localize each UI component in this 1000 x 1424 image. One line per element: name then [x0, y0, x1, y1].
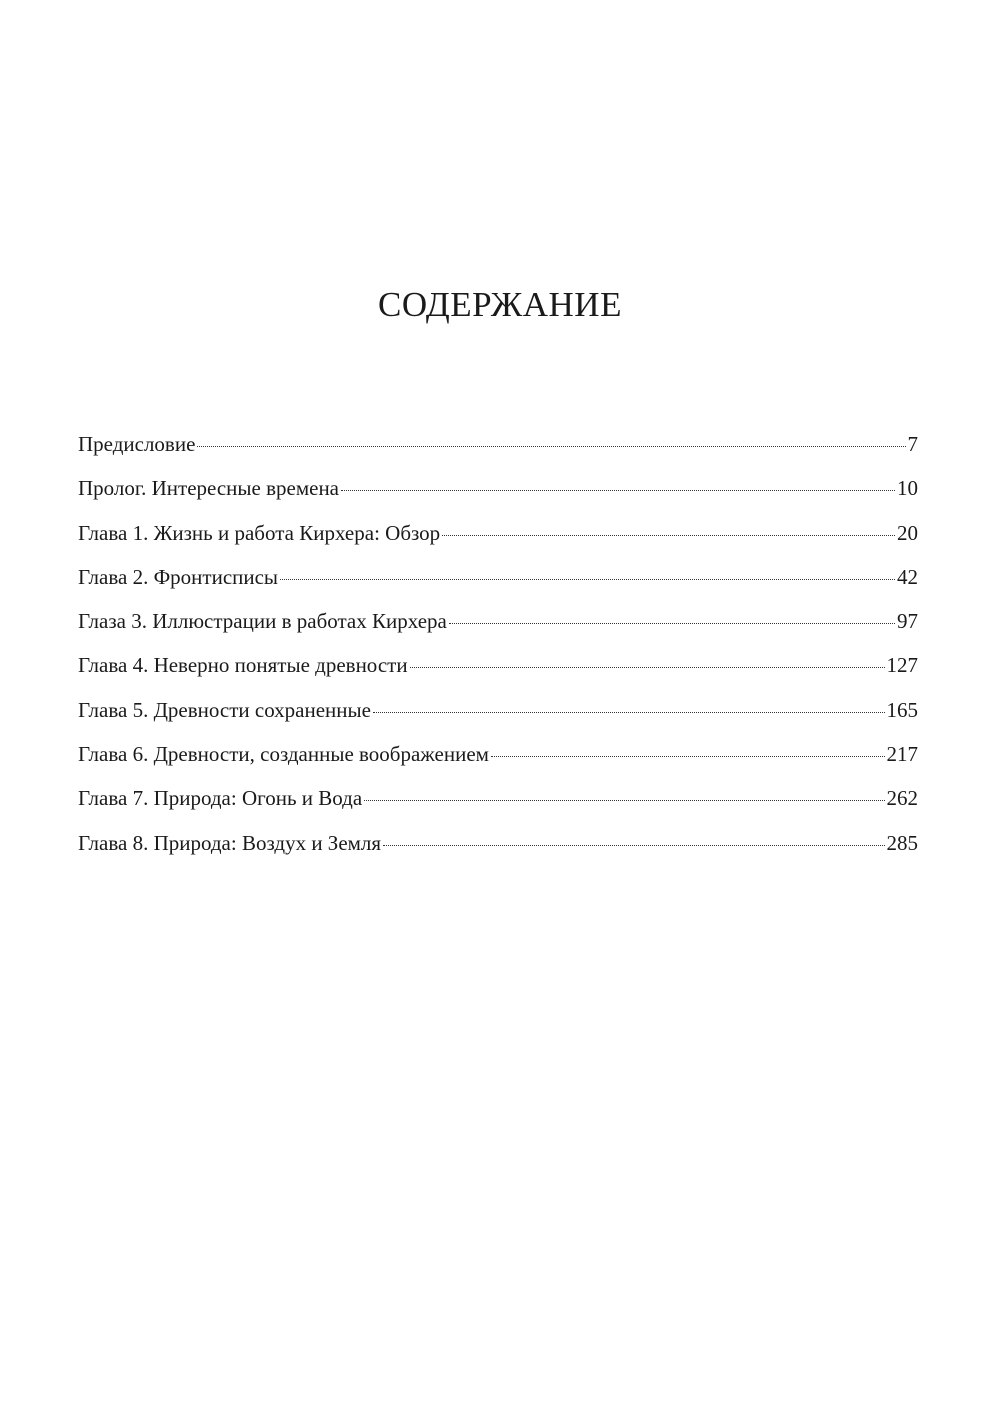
toc-entry[interactable]	[78, 466, 918, 510]
toc-entry-title: Глава 1. Жизнь и работа Кирхера: Обзор	[78, 520, 441, 545]
toc-entry[interactable]	[78, 599, 918, 643]
toc-entry-page: 285	[886, 830, 918, 855]
dot-leader	[364, 800, 884, 801]
toc-entry[interactable]	[78, 776, 918, 820]
toc-entry-page: 165	[886, 697, 918, 722]
toc-entry-title: Глава 6. Древности, созданные воображением	[78, 742, 489, 767]
toc-entry-page: 97	[897, 609, 918, 634]
toc-entry-title: Пролог. Интересные времена	[78, 476, 340, 501]
dot-leader	[410, 667, 885, 668]
toc-entry-page: 217	[886, 742, 918, 767]
toc-entry-title: Предисловие	[78, 432, 196, 456]
dot-leader	[442, 535, 895, 536]
toc-entry-title: Глава 2. Фронтисписы	[78, 564, 279, 589]
toc-entry[interactable]	[78, 511, 918, 555]
dot-leader	[449, 623, 895, 624]
dot-leader	[383, 845, 884, 846]
toc-list	[78, 422, 918, 865]
toc-entry[interactable]	[78, 422, 918, 466]
toc-entry[interactable]	[78, 732, 918, 776]
toc-entry-page: 7	[907, 432, 918, 456]
dot-leader	[491, 756, 885, 757]
toc-entry[interactable]	[78, 643, 918, 687]
toc-entry-title: Глава 8. Природа: Воздух и Земля	[78, 830, 382, 855]
toc-entry-title: Глава 4. Неверно понятые древности	[78, 653, 408, 678]
toc-entry-title: Глава 7. Природа: Огонь и Вода	[78, 786, 363, 811]
dot-leader	[373, 712, 885, 713]
dot-leader	[280, 579, 895, 580]
toc-entry-page: 262	[886, 786, 918, 811]
dot-leader	[341, 490, 895, 491]
toc-entry-title: Глава 5. Древности сохраненные	[78, 697, 371, 722]
toc-entry-page: 10	[897, 476, 918, 501]
toc-entry-page: 42	[897, 564, 918, 589]
toc-entry[interactable]	[78, 688, 918, 732]
toc-heading: СОДЕРЖАНИЕ	[378, 285, 622, 324]
toc-entry-page: 127	[886, 653, 918, 678]
toc-entry-page: 20	[897, 520, 918, 545]
dot-leader	[197, 446, 905, 447]
toc-entry[interactable]	[78, 821, 918, 865]
toc-entry[interactable]	[78, 555, 918, 599]
toc-entry-title: Глаза 3. Иллюстрации в работах Кирхера	[78, 609, 447, 634]
